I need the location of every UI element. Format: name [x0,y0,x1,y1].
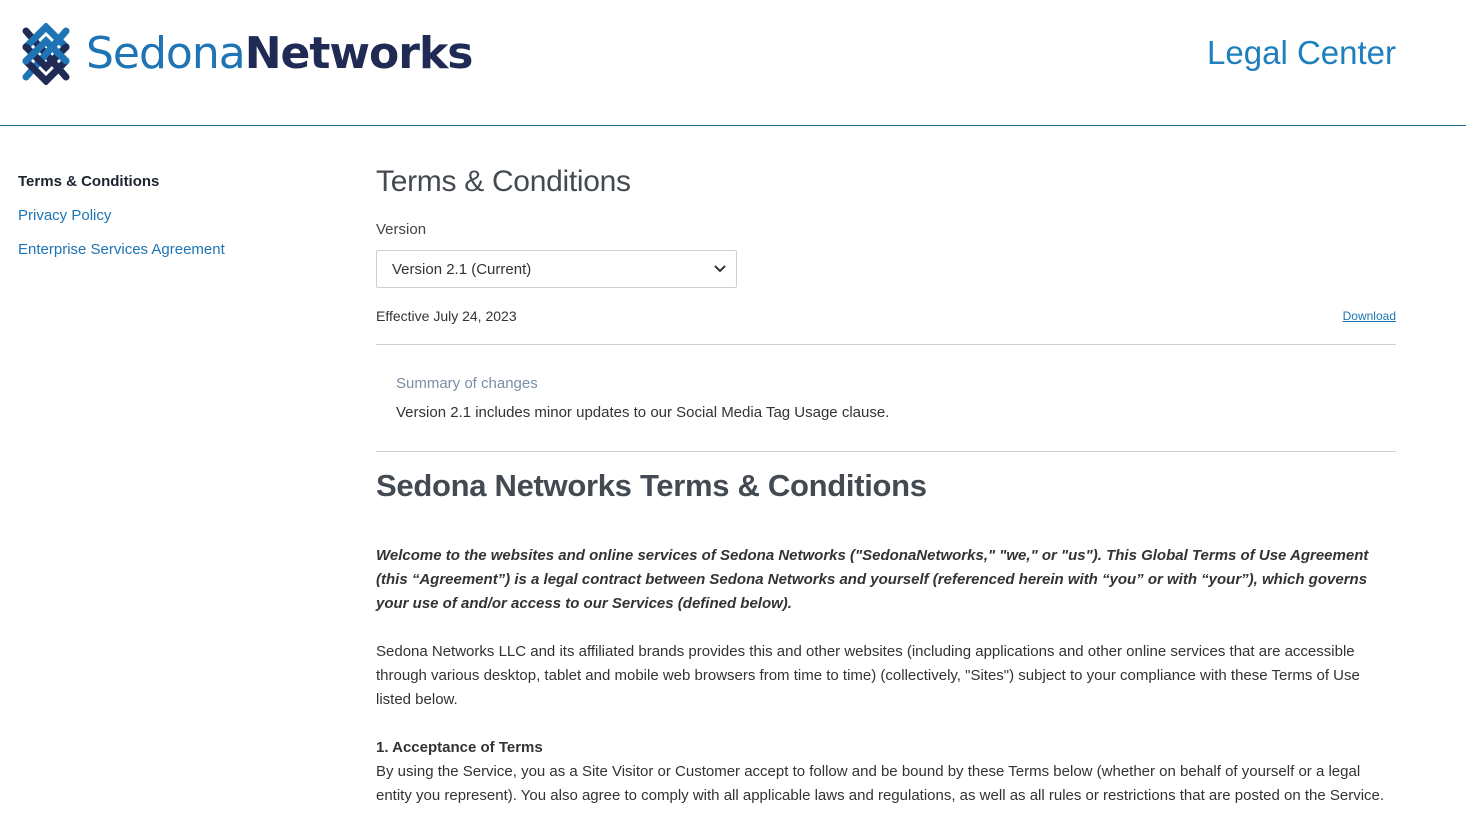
page-title: Terms & Conditions [376,165,631,198]
summary-title: Summary of changes [396,375,538,392]
download-link[interactable]: Download [1342,309,1396,323]
site-header [0,0,1466,126]
version-label: Version [376,221,427,238]
version-select[interactable] [376,250,737,288]
logo[interactable] [18,22,472,86]
sites-paragraph: Sedona Networks LLC and its affiliated brands provides this and other websites (including applications and other online services that are accessible through various desktop, tablet and mobile web browsers from time to time) (collectively, "Sites") subject to your compliance with these Terms of Use listed below. [376,643,1360,708]
section-heading-acceptance: 1. Acceptance of Terms [376,739,543,756]
sidebar-item-enterprise-services-agreement[interactable]: Enterprise Services Agreement [18,241,225,258]
logo-word-sedona: Sedona [86,28,245,79]
summary-of-changes [376,344,1396,452]
logo-word-networks: Networks [244,28,473,79]
main-content [376,165,1396,808]
terms-title: Sedona Networks Terms & Conditions [376,468,927,503]
effective-date: Effective July 24, 2023 [376,308,517,324]
sidebar-item-terms[interactable]: Terms & Conditions [18,173,160,190]
sedona-knot-logo-icon [18,23,74,85]
version-select-value: Version 2.1 (Current) [392,260,532,278]
section-body-acceptance: By using the Service, you as a Site Visitor or Customer accept to follow and be bound by these Terms below (whether on behalf of yourself or a legal entity you represent). You also agree to comply with all applicable laws and regulations, as well as all rules or restrictions that are posted on the Service. [376,763,1385,804]
logo-wordmark [86,28,473,79]
summary-text: Version 2.1 includes minor updates to our Social Media Tag Usage clause. [396,404,890,421]
effective-row [376,306,1396,326]
sidebar-item-privacy-policy[interactable]: Privacy Policy [18,207,112,224]
sidebar-nav [18,172,318,274]
legal-center-title[interactable]: Legal Center [1207,34,1396,71]
chevron-down-icon [714,262,726,276]
intro-paragraph: Welcome to the websites and online services of Sedona Networks ("SedonaNetworks," "we," or "us"). This Global Terms of Use Agreement (this “Agreement”) is a legal contract between Sedona Networks and yourself (referenced herein with “you” or with “your”), which governs your use of and/or access to our Services (defined below). [376,547,1369,612]
